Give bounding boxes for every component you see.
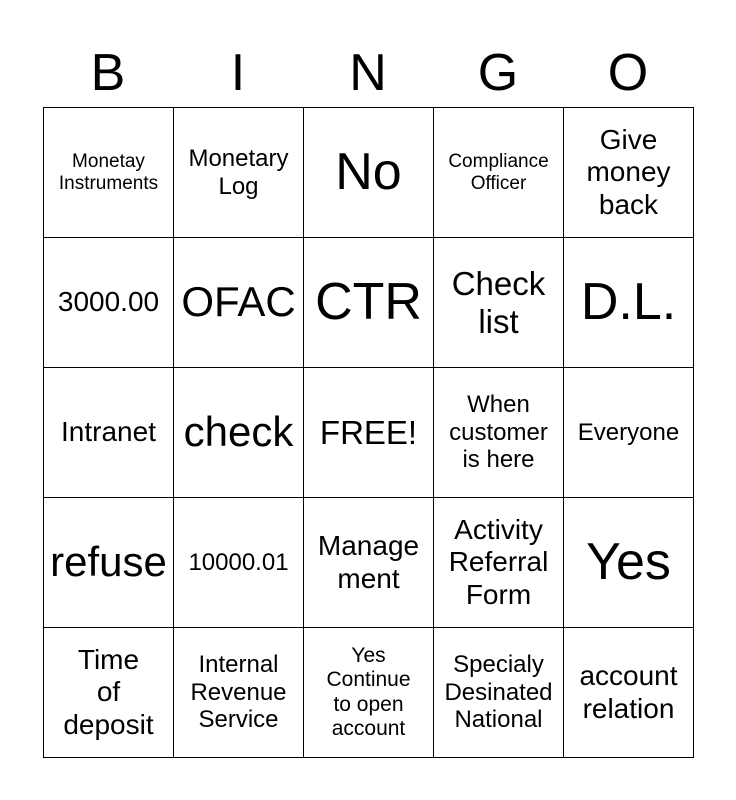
bingo-cell-n1[interactable]: No [304, 108, 434, 238]
bingo-cell-g4[interactable]: Activity Referral Form [434, 498, 564, 628]
bingo-cell-n4[interactable]: Manage ment [304, 498, 434, 628]
bingo-cell-i2[interactable]: OFAC [174, 238, 304, 368]
header-letter-b: B [90, 44, 126, 102]
bingo-cell-g5[interactable]: Specialy Desinated National [434, 628, 564, 758]
header-letter-g: G [477, 44, 519, 102]
bingo-cell-g2[interactable]: Check list [434, 238, 564, 368]
bingo-cell-i4[interactable]: 10000.01 [174, 498, 304, 628]
bingo-cell-g3[interactable]: When customer is here [434, 368, 564, 498]
bingo-cell-i1[interactable]: Monetary Log [174, 108, 304, 238]
bingo-board [43, 107, 694, 758]
bingo-cell-o5[interactable]: account relation [564, 628, 694, 758]
bingo-cell-o3[interactable]: Everyone [564, 368, 694, 498]
header-letter-n: N [349, 44, 387, 102]
bingo-cell-o1[interactable]: Give money back [564, 108, 694, 238]
bingo-cell-b3[interactable]: Intranet [44, 368, 174, 498]
bingo-cell-n3-free[interactable]: FREE! [304, 368, 434, 498]
bingo-cell-o2[interactable]: D.L. [564, 238, 694, 368]
bingo-cell-b2[interactable]: 3000.00 [44, 238, 174, 368]
bingo-cell-o4[interactable]: Yes [564, 498, 694, 628]
header-letter-o: O [607, 44, 649, 102]
bingo-cell-b5[interactable]: Time of deposit [44, 628, 174, 758]
bingo-cell-i5[interactable]: Internal Revenue Service [174, 628, 304, 758]
bingo-cell-g1[interactable]: Compliance Officer [434, 108, 564, 238]
bingo-cell-i3[interactable]: check [174, 368, 304, 498]
bingo-cell-n2[interactable]: CTR [304, 238, 434, 368]
bingo-header [43, 40, 693, 106]
header-letter-i: I [230, 44, 246, 102]
bingo-cell-b1[interactable]: Monetay Instruments [44, 108, 174, 238]
bingo-cell-b4[interactable]: refuse [44, 498, 174, 628]
bingo-cell-n5[interactable]: Yes Continue to open account [304, 628, 434, 758]
